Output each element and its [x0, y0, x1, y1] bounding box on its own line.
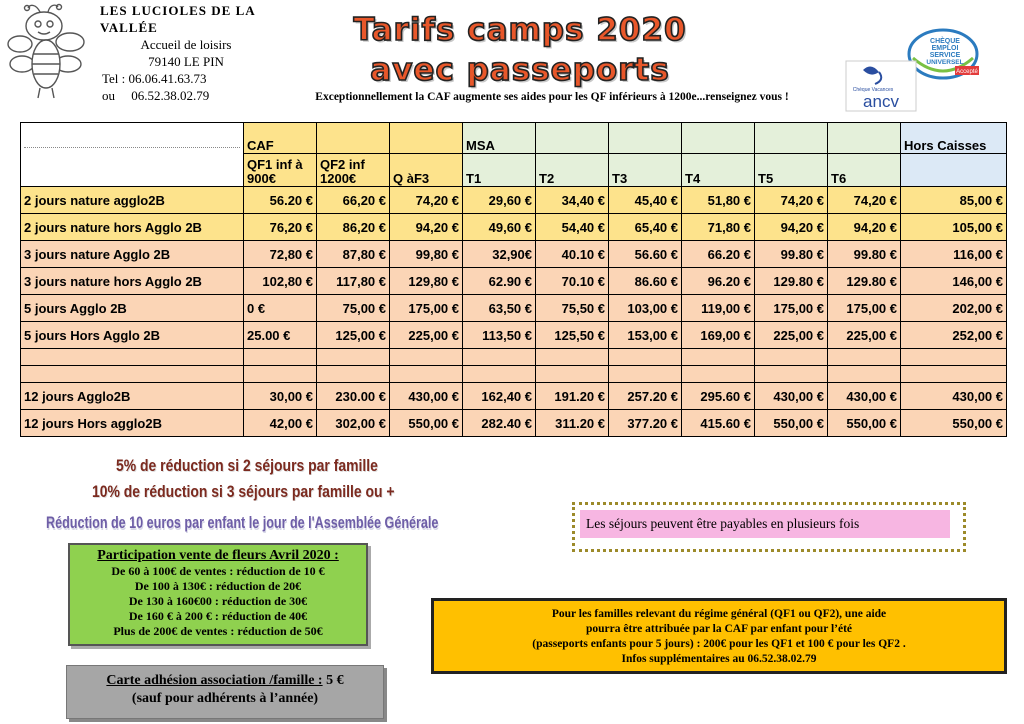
- price-cell: 430,00 €: [390, 383, 463, 410]
- price-cell: 94,20 €: [390, 214, 463, 241]
- group-msa-fill: [536, 123, 609, 154]
- price-cell: 175,00 €: [755, 295, 828, 322]
- column-header: T2: [536, 154, 609, 187]
- group-msa-fill: [755, 123, 828, 154]
- price-cell: 162,40 €: [463, 383, 536, 410]
- flowers-sale-box: [68, 543, 368, 646]
- blank-cell: [317, 366, 390, 383]
- info-line: Infos supplémentaires au 06.52.38.02.79: [621, 653, 817, 665]
- membership-heading: Carte adhésion association /famille :: [106, 673, 323, 688]
- row-label: 12 jours Hors agglo2B: [21, 410, 244, 437]
- table-row: [21, 214, 1007, 241]
- group-msa-fill: [682, 123, 755, 154]
- blank-cell: [21, 366, 244, 383]
- price-cell: 311.20 €: [536, 410, 609, 437]
- corner-cell: [21, 154, 244, 187]
- ancv-subtitle: Chèque Vacances: [852, 87, 894, 93]
- payment-note: Les séjours peuvent être payables en plusieurs fois: [580, 510, 950, 538]
- price-cell: 85,00 €: [901, 187, 1007, 214]
- table-row: [21, 187, 1007, 214]
- table-row: [21, 241, 1007, 268]
- cesu-line-2: EMPLOI: [931, 45, 959, 52]
- price-cell: 550,00 €: [755, 410, 828, 437]
- blank-cell: [755, 349, 828, 366]
- blank-cell: [682, 349, 755, 366]
- reduction-assembly: Réduction de 10 euros par enfant le jour de l'Assemblée Générale: [46, 513, 439, 532]
- price-cell: 119,00 €: [682, 295, 755, 322]
- price-cell: 71,80 €: [682, 214, 755, 241]
- price-cell: 75,50 €: [536, 295, 609, 322]
- column-header-row: [21, 154, 1007, 187]
- membership-price: 5 €: [322, 673, 344, 688]
- price-cell: 56.60 €: [609, 241, 682, 268]
- page-title-line-1: Tarifs camps 2020: [353, 12, 687, 48]
- price-cell: 72,80 €: [244, 241, 317, 268]
- group-caf-fill: [317, 123, 390, 154]
- column-header: T5: [755, 154, 828, 187]
- row-label: 12 jours Agglo2B: [21, 383, 244, 410]
- price-cell: 40.10 €: [536, 241, 609, 268]
- org-phone-2: ou 06.52.38.02.79: [102, 88, 210, 103]
- price-cell: 54,40 €: [536, 214, 609, 241]
- blank-cell: [390, 349, 463, 366]
- row-label: 3 jours nature Agglo 2B: [21, 241, 244, 268]
- blank-cell: [609, 349, 682, 366]
- price-cell: 87,80 €: [317, 241, 390, 268]
- price-cell: 282.40 €: [463, 410, 536, 437]
- group-caf-fill: [390, 123, 463, 154]
- org-city: 79140 LE PIN: [148, 54, 224, 69]
- flowers-heading: Participation vente de fleurs Avril 2020 :: [97, 548, 339, 563]
- price-cell: 175,00 €: [828, 295, 901, 322]
- org-phone-1: Tel : 06.06.41.63.73: [102, 71, 207, 86]
- column-header: T3: [609, 154, 682, 187]
- price-cell: 34,40 €: [536, 187, 609, 214]
- org-subtitle: Accueil de loisirs: [140, 37, 232, 52]
- price-cell: 63,50 €: [463, 295, 536, 322]
- price-cell: 70.10 €: [536, 268, 609, 295]
- price-cell: 129,80 €: [390, 268, 463, 295]
- price-cell: 257.20 €: [609, 383, 682, 410]
- price-cell: 66,20 €: [317, 187, 390, 214]
- column-header: [901, 154, 1007, 187]
- price-cell: 94,20 €: [755, 214, 828, 241]
- table-row: [21, 295, 1007, 322]
- price-cell: 32,90€: [463, 241, 536, 268]
- blank-cell: [901, 349, 1007, 366]
- info-line: (passeports enfants pour 5 jours) : 200€ pour les QF1 et 100 € pour les QF2 .: [532, 638, 906, 650]
- blank-cell: [463, 349, 536, 366]
- row-label: 2 jours nature hors Agglo 2B: [21, 214, 244, 241]
- price-cell: 74,20 €: [390, 187, 463, 214]
- price-cell: 49,60 €: [463, 214, 536, 241]
- membership-card-box: [66, 665, 384, 719]
- table-row: [21, 383, 1007, 410]
- price-cell: 153,00 €: [609, 322, 682, 349]
- blank-cell: [609, 366, 682, 383]
- caf-aid-info-box: [431, 598, 1007, 674]
- blank-cell: [536, 366, 609, 383]
- price-cell: 169,00 €: [682, 322, 755, 349]
- price-cell: 415.60 €: [682, 410, 755, 437]
- price-cell: 102,80 €: [244, 268, 317, 295]
- price-cell: 66.20 €: [682, 241, 755, 268]
- price-cell: 117,80 €: [317, 268, 390, 295]
- table-row: [21, 322, 1007, 349]
- price-cell: 86,20 €: [317, 214, 390, 241]
- price-cell: 175,00 €: [390, 295, 463, 322]
- column-header: QF1 inf à 900€: [244, 154, 317, 187]
- price-cell: 550,00 €: [901, 410, 1007, 437]
- group-caf-label: CAF: [244, 123, 317, 154]
- price-cell: 29,60 €: [463, 187, 536, 214]
- blank-cell: [828, 349, 901, 366]
- price-cell: 74,20 €: [755, 187, 828, 214]
- caf-notice: Exceptionnellement la CAF augmente ses aides pour les QF inférieurs à 1200e...renseignez vous !: [315, 91, 789, 103]
- price-cell: 225,00 €: [755, 322, 828, 349]
- corner-cell: [21, 123, 244, 154]
- price-cell: 550,00 €: [828, 410, 901, 437]
- price-cell: 230.00 €: [317, 383, 390, 410]
- ancv-logo-graphic: [845, 60, 917, 112]
- price-cell: 103,00 €: [609, 295, 682, 322]
- price-cell: 252,00 €: [901, 322, 1007, 349]
- group-msa-fill: [609, 123, 682, 154]
- column-header: T1: [463, 154, 536, 187]
- blank-cell: [536, 349, 609, 366]
- table-row: [21, 268, 1007, 295]
- price-cell: 96.20 €: [682, 268, 755, 295]
- price-cell: 0 €: [244, 295, 317, 322]
- reduction-three-stays: 10% de réduction si 3 séjours par famille ou +: [92, 482, 395, 501]
- price-cell: 76,20 €: [244, 214, 317, 241]
- blank-cell: [21, 349, 244, 366]
- price-cell: 99,80 €: [390, 241, 463, 268]
- organization-info: [100, 2, 272, 104]
- reduction-two-stays: 5% de réduction si 2 séjours par famille: [116, 456, 378, 475]
- group-header-row: [21, 123, 1007, 154]
- blank-cell: [682, 366, 755, 383]
- price-cell: 202,00 €: [901, 295, 1007, 322]
- row-label: 2 jours nature agglo2B: [21, 187, 244, 214]
- price-cell: 430,00 €: [901, 383, 1007, 410]
- blank-cell: [244, 349, 317, 366]
- flowers-line: De 100 à 130€ : réduction de 20€: [134, 579, 302, 593]
- blank-cell: [244, 366, 317, 383]
- ancv-name: ancv: [863, 92, 899, 111]
- column-header: QF2 inf 1200€: [317, 154, 390, 187]
- price-cell: 125,50 €: [536, 322, 609, 349]
- price-cell: 25.00 €: [244, 322, 317, 349]
- price-cell: 74,20 €: [828, 187, 901, 214]
- flowers-line: Plus de 200€ de ventes : réduction de 50€: [113, 624, 323, 638]
- price-cell: 430,00 €: [755, 383, 828, 410]
- page-title-line-2: avec passeports: [370, 52, 670, 88]
- price-table: [20, 122, 1007, 437]
- column-header: T4: [682, 154, 755, 187]
- price-cell: 99.80 €: [755, 241, 828, 268]
- price-cell: 75,00 €: [317, 295, 390, 322]
- info-line: Pour les familles relevant du régime général (QF1 ou QF2), une aide: [551, 608, 887, 620]
- price-cell: 62.90 €: [463, 268, 536, 295]
- row-label: 3 jours nature hors Agglo 2B: [21, 268, 244, 295]
- price-cell: 116,00 €: [901, 241, 1007, 268]
- price-cell: 550,00 €: [390, 410, 463, 437]
- row-label: 5 jours Hors Agglo 2B: [21, 322, 244, 349]
- price-cell: 129.80 €: [828, 268, 901, 295]
- price-cell: 125,00 €: [317, 322, 390, 349]
- group-msa-label: MSA: [463, 123, 536, 154]
- price-cell: 225,00 €: [828, 322, 901, 349]
- price-cell: 302,00 €: [317, 410, 390, 437]
- bee-logo: [6, 2, 94, 102]
- group-msa-fill: [828, 123, 901, 154]
- cesu-line-1: CHÈQUE: [930, 38, 960, 45]
- price-cell: 129.80 €: [755, 268, 828, 295]
- row-label: 5 jours Agglo 2B: [21, 295, 244, 322]
- price-cell: 65,40 €: [609, 214, 682, 241]
- blank-cell: [317, 349, 390, 366]
- price-cell: 191.20 €: [536, 383, 609, 410]
- org-name: LES LUCIOLES DE LA VALLÉE: [100, 3, 255, 35]
- blank-row: [21, 349, 1007, 366]
- flowers-line: De 130 à 160€00 : réduction de 30€: [128, 594, 308, 608]
- blank-row: [21, 366, 1007, 383]
- cesu-line-4: UNIVERSEL: [926, 59, 964, 66]
- price-cell: 225,00 €: [390, 322, 463, 349]
- price-cell: 56.20 €: [244, 187, 317, 214]
- flowers-line: De 60 à 100€ de ventes : réduction de 10 €: [111, 564, 325, 578]
- price-cell: 146,00 €: [901, 268, 1007, 295]
- price-cell: 45,40 €: [609, 187, 682, 214]
- price-cell: 42,00 €: [244, 410, 317, 437]
- price-cell: 86.60 €: [609, 268, 682, 295]
- price-cell: 99.80 €: [828, 241, 901, 268]
- group-hors-label: Hors Caisses: [901, 123, 1007, 154]
- table-row: [21, 410, 1007, 437]
- blank-cell: [390, 366, 463, 383]
- cesu-line-3: SERVICE: [929, 52, 961, 59]
- column-header: Q àF3: [390, 154, 463, 187]
- membership-note: (sauf pour adhérents à l’année): [131, 691, 319, 706]
- column-header: T6: [828, 154, 901, 187]
- price-cell: 377.20 €: [609, 410, 682, 437]
- price-cell: 30,00 €: [244, 383, 317, 410]
- blank-cell: [901, 366, 1007, 383]
- flowers-line: De 160 € à 200 € : réduction de 40€: [128, 609, 308, 623]
- info-line: pourra être attribuée par la CAF par enfant pour l’été: [585, 623, 853, 635]
- price-cell: 113,50 €: [463, 322, 536, 349]
- blank-cell: [463, 366, 536, 383]
- price-cell: 295.60 €: [682, 383, 755, 410]
- cesu-accepted-tag: Accepté: [956, 69, 978, 75]
- blank-cell: [828, 366, 901, 383]
- ancv-logo: [845, 60, 917, 112]
- price-cell: 105,00 €: [901, 214, 1007, 241]
- price-cell: 94,20 €: [828, 214, 901, 241]
- price-cell: 51,80 €: [682, 187, 755, 214]
- blank-cell: [755, 366, 828, 383]
- price-cell: 430,00 €: [828, 383, 901, 410]
